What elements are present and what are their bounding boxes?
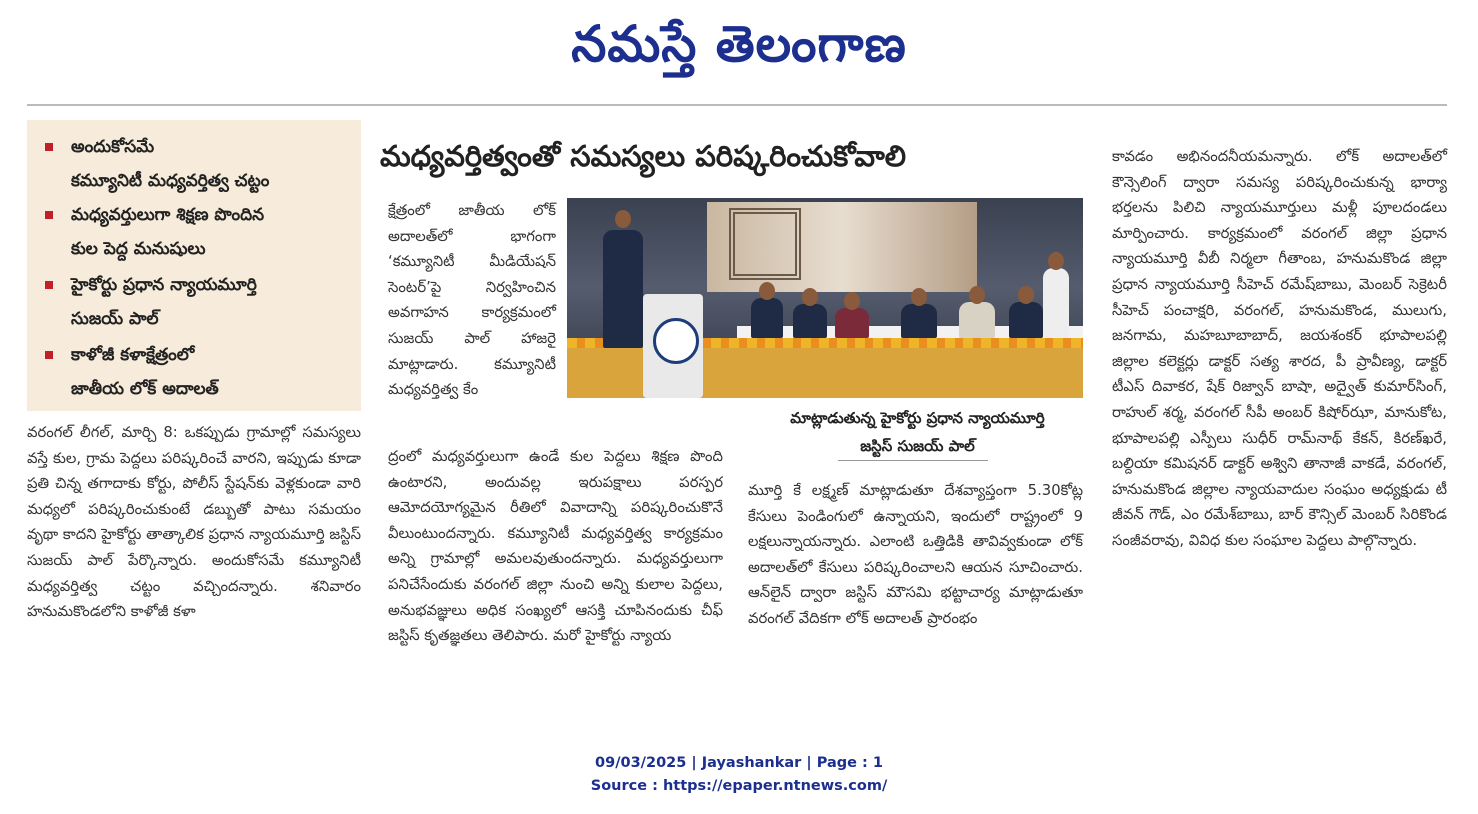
newspaper-title: నమస్తే తెలంగాణ bbox=[571, 15, 907, 73]
attendant-head bbox=[1048, 252, 1064, 270]
dignitary-head bbox=[759, 282, 775, 300]
highlights-box bbox=[27, 120, 361, 411]
highlight-item bbox=[45, 130, 345, 198]
article-column-3 bbox=[748, 478, 1083, 668]
speaker-figure bbox=[603, 230, 643, 348]
masthead bbox=[0, 8, 1478, 88]
dignitary-figure bbox=[751, 298, 783, 338]
bullet-icon bbox=[45, 143, 53, 151]
article-text: ద్రంలో మధ్యవర్తులుగా ఉండే కుల పెద్దలు శిక్షణ పొంది ఉంటారని, అందువల్ల ఇరుపక్షాలు పరస్పర ఆమోదయోగ్యమైన రీతిలో వివాదాన్ని పరిష్కరించుకొనే వీలుంటుందన్నారు. కమ్యూనిటీ మధ్యవర్తిత్వ కార్యక్రమం అన్ని గ్రామాల్లో అమలవుతుందన్నారు. మధ్యవర్తులుగా పనిచేసేందుకు వరంగల్ జిల్లా నుంచి అన్ని కులాల పెద్దలు, అనుభవజ్ఞులు అధిక సంఖ్యలో ఆసక్తి చూపినందుకు చీఫ్ జస్టిస్ కృతజ్ఞతలు తెలిపారు. మరో హైకోర్టు న్యాయ bbox=[388, 448, 723, 645]
dignitary-figure bbox=[901, 304, 937, 338]
highlight-line: అందుకోసమే bbox=[71, 137, 155, 157]
highlight-line: కమ్యూనిటీ మధ్యవర్తిత్వ చట్టం bbox=[71, 171, 270, 191]
page-footer bbox=[0, 752, 1478, 798]
dignitary-figure bbox=[835, 308, 869, 338]
bullet-icon bbox=[45, 281, 53, 289]
photo-caption bbox=[750, 404, 1085, 464]
highlight-line: కుల పెద్ద మనుషులు bbox=[71, 239, 206, 259]
article-column-4 bbox=[1112, 144, 1447, 674]
court-seal-icon bbox=[653, 318, 699, 364]
highlight-line: కాళోజీ కళాక్షేత్రంలో bbox=[71, 345, 195, 365]
dignitary-head bbox=[844, 292, 860, 310]
attendant-figure bbox=[1043, 268, 1069, 338]
dignitary-head bbox=[1018, 286, 1034, 304]
dignitary-head bbox=[969, 286, 985, 304]
highlight-item bbox=[45, 268, 345, 336]
article-text: క్షేత్రంలో జాతీయ లోక్ అదాలత్‌లో భాగంగా ‘కమ్యూనిటీ మీడియేషన్ సెంటర్’పై నిర్వహించిన అవగాహన కార్యక్రమంలో సుజయ్ పాల్ హాజరై మాట్లాడారు. కమ్యూనిటీ మధ్యవర్తిత్వ కేం bbox=[388, 202, 556, 399]
event-photo bbox=[567, 198, 1083, 398]
dignitary-head bbox=[911, 288, 927, 306]
caption-line: మాట్లాడుతున్న హైకోర్టు ప్రధాన న్యాయమూర్తి bbox=[790, 409, 1045, 427]
article-column-2-bottom bbox=[388, 444, 723, 672]
highlight-item bbox=[45, 198, 345, 266]
highlight-line: జాతీయ లోక్ అదాలత్ bbox=[71, 379, 219, 399]
dignitary-figure bbox=[793, 304, 827, 338]
article-column-1 bbox=[27, 420, 361, 680]
article-text: కావడం అభినందనీయమన్నారు. లోక్ అదాలత్‌లో కౌన్సెలింగ్ ద్వారా సమస్య పరిష్కరించుకున్న భార్యా భర్తలను పిలిచి న్యాయమూర్తులు మళ్లీ పూలదండలు మార్పించారు. కార్యక్రమంలో వరంగల్ జిల్లా ప్రధాన న్యాయమూర్తి వీబీ నిర్మలా గీతాంబ, హనుమకొండ జిల్లా ప్రధాన న్యాయమూర్తి సీహెచ్ రమేష్‌బాబు, మెంబర్ సెక్రెటరీ సీహెచ్ పంచాక్షరి, వరంగల్, హనుమకొండ, ములుగు, జనగామ, మహబూబాబాద్, జయశంకర్ భూపాలపల్లి జిల్లాల కలెక్టర్లు డాక్టర్ సత్య శారద, పీ ప్రావీణ్య, డాక్టర్ టీఎస్ దివాకర, షేక్ రిజ్వాన్ బాషా, అద్వైత్ కుమార్‌సింగ్, రాహుల్ శర్మ, వరంగల్ సీపీ అంబర్ కిషోర్‌ఝా, మానుకోట, భూపాలపల్లి ఎస్పీలు సుధీర్ రామ్‌నాథ్ కేకన్, కిరణ్‌ఖరే, బల్దియా కమిషనర్ డాక్టర్ అశ్విని తానాజీ వాకడే, వరంగల్, హనుమకొండ జిల్లాల న్యాయవాదుల సంఘం అధ్యక్షుడు టీ జీవన్ గౌడ్, ఎం రమేశ్‌బాబు, బార్ కౌన్సిల్ మెంబర్ సిరికొండ సంజీవరావు, వివిధ కుల సంఘాల పెద్దలు పాల్గొన్నారు. bbox=[1112, 148, 1447, 549]
dignitary-figure bbox=[1009, 302, 1043, 338]
dignitary-head bbox=[802, 288, 818, 306]
highlight-line: మధ్యవర్తులుగా శిక్షణ పొందిన bbox=[71, 205, 265, 225]
bullet-icon bbox=[45, 351, 53, 359]
article-headline: మధ్యవర్తిత్వంతో సమస్యలు పరిష్కరించుకోవాలి bbox=[380, 139, 907, 173]
highlight-line: హైకోర్టు ప్రధాన న్యాయమూర్తి bbox=[71, 275, 257, 295]
article-text: వరంగల్ లీగల్, మార్చి 8: ఒకప్పుడు గ్రామాల్లో సమస్యలు వస్తే కుల, గ్రామ పెద్దలు పరిష్కరించే వారని, ఇప్పుడు కూడా ప్రతి చిన్న తగాదాకు కోర్టు, పోలీస్ స్టేషన్‌కు వెళ్లకుండా వారి మధ్యలో పరిష్కరించుకుంటే డబ్బుతో పాటు సమయం వృథా కాదని హైకోర్టు తాత్కాలిక ప్రధాన న్యాయమూర్తి జస్టిస్ సుజయ్ పాల్ పేర్కొన్నారు. అందుకోసమే కమ్యూనిటీ మధ్యవర్తిత్వ చట్టం వచ్చిందన్నారు. శనివారం హనుమకొండలోని కాళోజీ కళా bbox=[27, 424, 361, 621]
dignitary-figure bbox=[959, 302, 995, 338]
backdrop-pattern bbox=[729, 208, 801, 280]
article-column-2-top bbox=[388, 198, 556, 438]
caption-underline bbox=[838, 460, 988, 461]
source-link[interactable]: Source : https://epaper.ntnews.com/ bbox=[590, 778, 888, 794]
caption-line: జస్టిస్ సుజయ్ పాల్ bbox=[860, 437, 975, 455]
article-text: మూర్తి కే లక్ష్మణ్ మాట్లాడుతూ దేశవ్యాప్తంగా 5.30కోట్ల కేసులు పెండింగులో ఉన్నాయని, ఇందులో రాష్ట్రంలో 9 లక్షలున్నాయన్నారు. ఎలాంటి ఒత్తిడికి తావివ్వకుండా లోక్ అదాలత్‌లో కేసులు పరిష్కరించాలని ఆయన సూచించారు. ఆన్‌లైన్ ద్వారా జస్టిస్ మౌసమి భట్టాచార్య మాట్లాడుతూ వరంగల్ వేదికగా లోక్ అదాలత్ ప్రారంభం bbox=[748, 482, 1083, 627]
highlight-item bbox=[45, 338, 345, 406]
edition-info: 09/03/2025 | Jayashankar | Page : 1 bbox=[595, 755, 883, 771]
highlight-line: సుజయ్ పాల్ bbox=[71, 309, 159, 329]
masthead-divider bbox=[27, 104, 1447, 106]
bullet-icon bbox=[45, 211, 53, 219]
speaker-head bbox=[615, 210, 631, 228]
